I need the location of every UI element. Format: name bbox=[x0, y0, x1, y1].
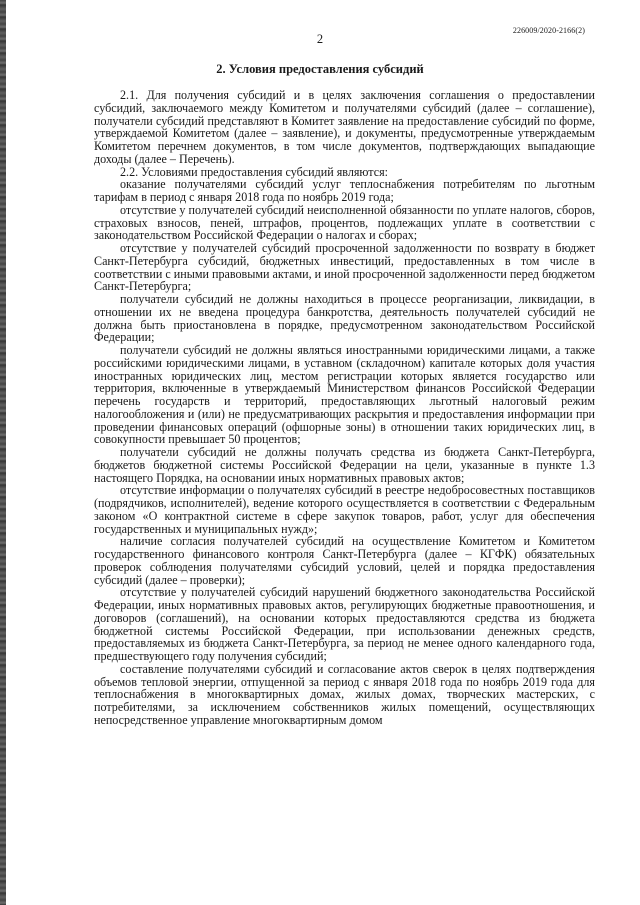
condition-item: отсутствие у получателей субсидий просроченной задолженности по возврату в бюджет Санкт-Петербурга субсидий, бюджетных инвестиций, предоставленных в том числе в соответствии с иными правовыми актами, и иной просроченной задолженности перед бюджетом Санкт-Петербурга; bbox=[94, 241, 595, 294]
document-body bbox=[94, 89, 595, 727]
condition-item: отсутствие у получателей субсидий нарушений бюджетного законодательства Российской Федерации, иных нормативных правовых актов, регулирующих бюджетные правоотношения, и договоров (соглашений), на основании которых предоставляются средства из бюджета бюджетной системы Российской Федерации, при использовании денежных средств, предоставляемых из бюджета Санкт-Петербурга, за период не менее одного календарного года, предшествующего году получения субсидий; bbox=[94, 585, 595, 663]
condition-item: наличие согласия получателей субсидий на осуществление Комитетом и Комитетом государственного финансового контроля Санкт-Петербурга (далее – КГФК) обязательных проверок соблюдения получателями субсидий условий, целей и порядка предоставления субсидий (далее – проверки); bbox=[94, 534, 595, 587]
paragraph-2-1: 2.1. Для получения субсидий и в целях заключения соглашения о предоставлении субсидий, заключаемого между Комитетом и получателями субсидий (далее – соглашение), получатели субсидий представляют в Комитет заявление на предоставление субсидий по форме, утверждаемой Комитетом (далее – заявление), и документы, предусмотренные утверждаемым Комитетом перечнем документов, в том числе документов, подтверждающих выпадающие доходы (далее – Перечень). bbox=[94, 88, 595, 166]
scan-edge-artifact bbox=[0, 0, 6, 905]
condition-item: составление получателями субсидий и согласование актов сверок в целях подтверждения объемов тепловой энергии, отпущенной за период с января 2018 года по ноябрь 2019 года для теплоснабжения в многоквартирных домах, жилых домах, творческих мастерских, с потребителями, за исключением собственников жилых помещений, осуществляющих непосредственное управление многоквартирным домом bbox=[94, 661, 595, 727]
condition-item: оказание получателями субсидий услуг теплоснабжения потребителям по льготным тарифам в период с января 2018 года по ноябрь 2019 года; bbox=[94, 177, 595, 204]
document-code: 226009/2020-2166(2) bbox=[512, 26, 585, 35]
page-number: 2 bbox=[316, 32, 324, 46]
condition-item: получатели субсидий не должны получать средства из бюджета Санкт-Петербурга, бюджетов бюджетной системы Российской Федерации на цели, указанные в пункте 1.3 настоящего Порядка, на основании иных нормативных правовых актов; bbox=[94, 445, 595, 485]
paragraph-2-2: 2.2. Условиями предоставления субсидий являются: bbox=[120, 164, 389, 179]
condition-item: получатели субсидий не должны находиться в процессе реорганизации, ликвидации, в отношении их не введена процедура банкротства, деятельность получателей субсидий не должна быть приостановлена в порядке, предусмотренном законодательством Российской Федерации; bbox=[94, 292, 595, 345]
condition-item: получатели субсидий не должны являться иностранными юридическими лицами, а также российскими юридическими лицами, в уставном (складочном) капитале которых доля участия иностранных юридических лиц, местом регистрации которых является государство или территория, включенные в утверждаемый Министерством финансов Российской Федерации перечень государств и территорий, предоставляющих льготный налоговый режим налогообложения и (или) не предусматривающих раскрытия и предоставления информации при проведении финансовых операций (офшорные зоны) в отношении таких юридических лиц, в совокупности превышает 50 процентов; bbox=[94, 343, 595, 447]
condition-item: отсутствие у получателей субсидий неисполненной обязанности по уплате налогов, сборов, страховых взносов, пеней, штрафов, процентов, подлежащих уплате в соответствии с законодательством Российской Федерации о налогах и сборах; bbox=[94, 202, 595, 243]
condition-item: отсутствие информации о получателях субсидий в реестре недобросовестных поставщиков (подрядчиков, исполнителей), ведение которого осуществляется в соответствии с Федеральным законом «О контрактной системе в сфере закупок товаров, работ, услуг для обеспечения государственных и муниципальных нужд»; bbox=[94, 483, 595, 536]
section-title: 2. Условия предоставления субсидий bbox=[216, 62, 424, 76]
